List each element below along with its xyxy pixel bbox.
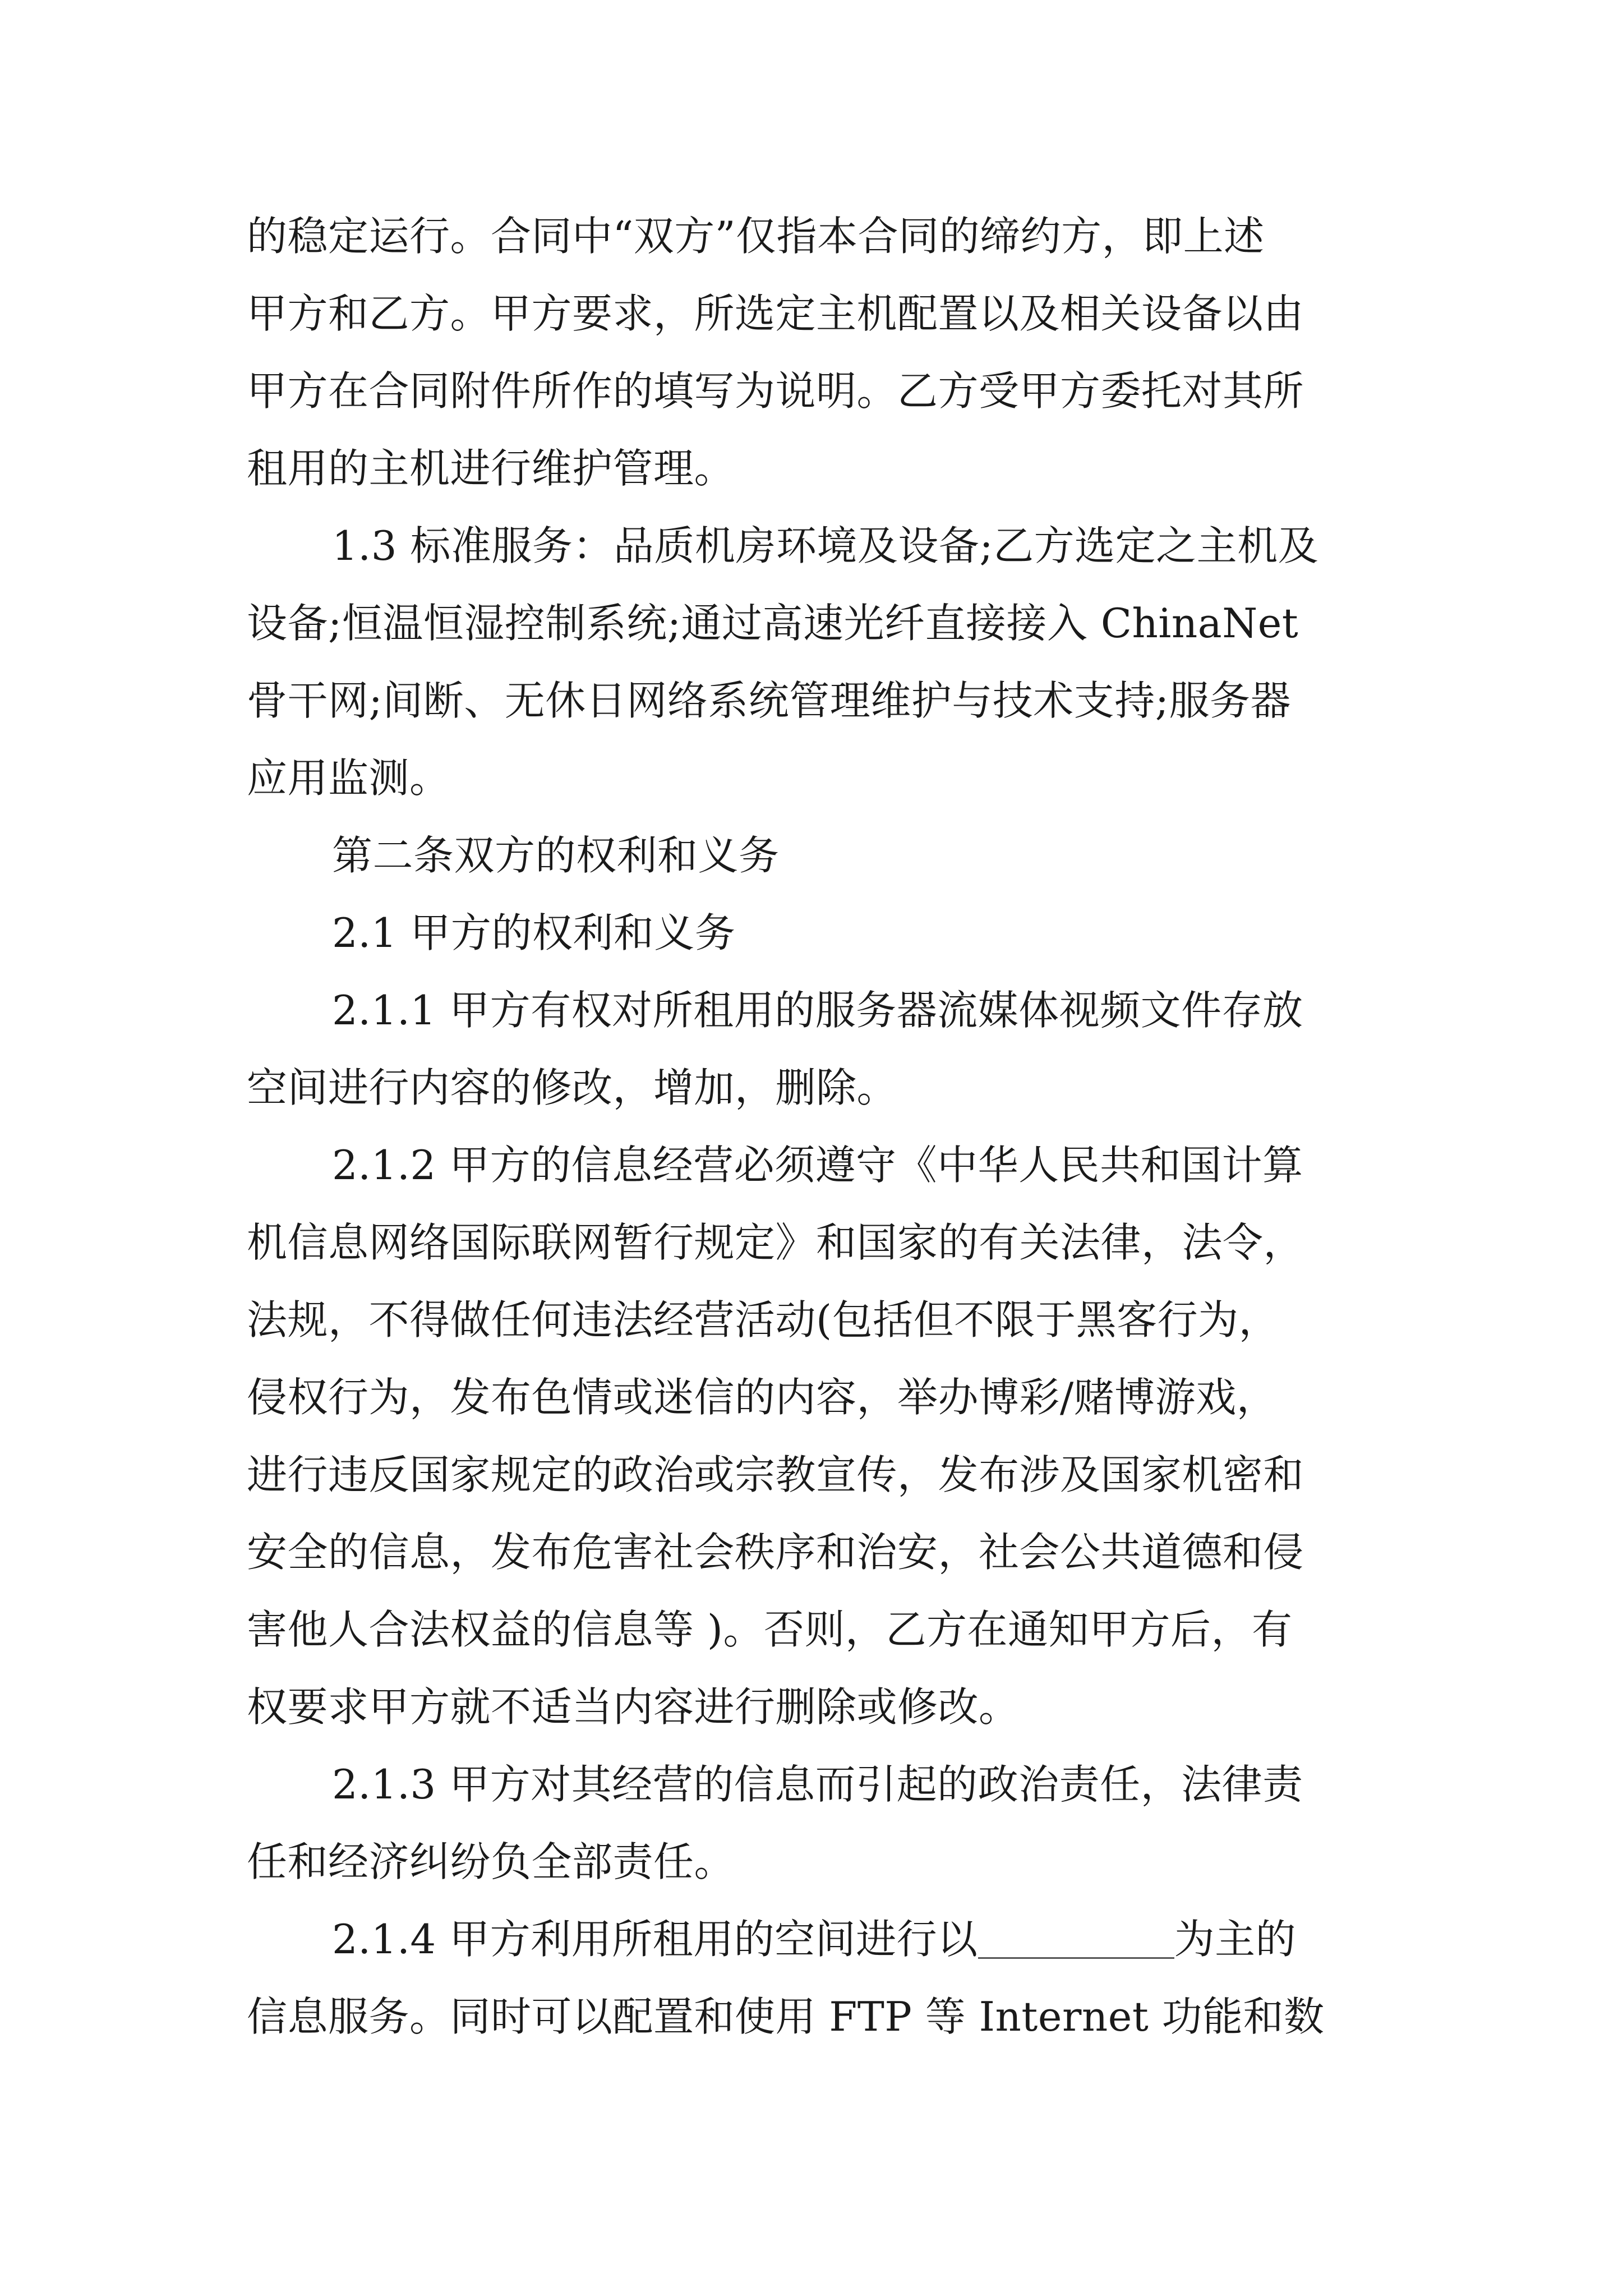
paragraph-line: 侵权行为，发布色情或迷信的内容，举办博彩/赌博游戏，	[247, 1374, 1278, 1421]
paragraph-line-with-blank	[247, 1901, 1391, 1978]
paragraph-line: 设备;恒温恒湿控制系统;通过高速光纤直接接入 ChinaNet	[247, 600, 1299, 647]
paragraph-line: 空间进行内容的修改，增加，删除。	[247, 1064, 898, 1111]
paragraph-line: 2.1.3 甲方对其经营的信息而引起的政治责任，法律责	[332, 1761, 1303, 1808]
paragraph-line: 安全的信息，发布危害社会秩序和治安，社会公共道德和侵	[247, 1529, 1304, 1576]
paragraph-line: 权要求甲方就不适当内容进行删除或修改。	[247, 1683, 1020, 1731]
paragraph-line: 的稳定运行。合同中“双方”仅指本合同的缔约方，即上述	[247, 213, 1265, 260]
paragraph-line: 任和经济纠纷负全部责任。	[247, 1838, 735, 1885]
paragraph-line: 进行违反国家规定的政治或宗教宣传，发布涉及国家机密和	[247, 1451, 1304, 1498]
paragraph-line: 法规，不得做任何违法经营活动(包括但不限于黑客行为，	[247, 1296, 1280, 1343]
paragraph-line: 机信息网络国际联网暂行规定》和国家的有关法律，法令，	[247, 1219, 1304, 1266]
line-text-before-blank: 2.1.4 甲方利用所租用的空间进行以	[332, 1916, 978, 1963]
paragraph-line: 租用的主机进行维护管理。	[247, 445, 735, 492]
document-body	[247, 197, 1391, 2055]
paragraph-line: 1.3 标准服务：品质机房环境及设备;乙方选定之主机及	[332, 522, 1319, 569]
paragraph-line: 信息服务。同时可以配置和使用 FTP 等 Internet 功能和数	[247, 1993, 1325, 2040]
paragraph-line: 甲方在合同附件所作的填写为说明。乙方受甲方委托对其所	[247, 367, 1304, 415]
paragraph-line: 甲方和乙方。甲方要求，所选定主机配置以及相关设备以由	[247, 290, 1304, 337]
subsection-heading: 2.1 甲方的权利和义务	[332, 909, 736, 956]
paragraph-line: 2.1.1 甲方有权对所租用的服务器流媒体视频文件存放	[332, 987, 1303, 1034]
paragraph-line: 2.1.2 甲方的信息经营必须遵守《中华人民共和国计算	[332, 1142, 1303, 1189]
line-text-after-blank: 为主的	[1174, 1916, 1297, 1963]
paragraph-line: 应用监测。	[247, 754, 450, 802]
fill-in-blank	[978, 1957, 1174, 1959]
section-heading: 第二条双方的权利和义务	[332, 832, 780, 879]
paragraph-line: 害他人合法权益的信息等 )。否则，乙方在通知甲方后，有	[247, 1606, 1293, 1653]
paragraph-line: 骨干网;间断、无休日网络系统管理维护与技术支持;服务器	[247, 677, 1292, 724]
